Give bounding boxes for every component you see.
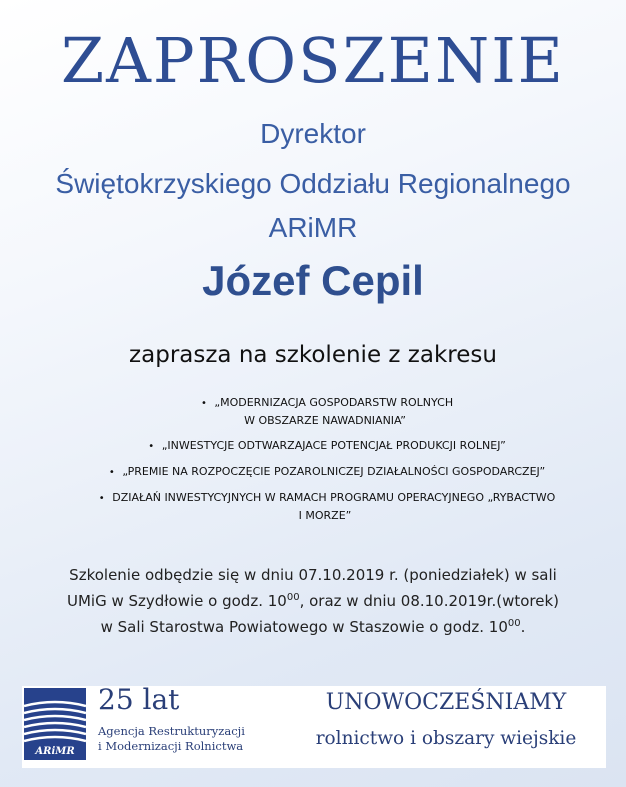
details-line-2: UMiG w Szydłowie o godz. $10^{00}$, oraz w dniu 08.10.2019r.(wtorek) [66, 592, 560, 610]
arimr-logo [24, 688, 86, 760]
details-line-3: w Sali Starostwa Powiatowego w Staszowie o godz. $10^{00}$. [100, 618, 526, 636]
bullet-icon: • [200, 398, 207, 409]
footer-banner [22, 683, 606, 768]
agency-name: Agencja Restrukturyzacji i Modernizacji Rolnictwa [98, 724, 245, 753]
anniversary-label: 25 lat [98, 683, 180, 716]
bullet-icon: • [108, 467, 115, 478]
agency-acronym: ARiMR [268, 212, 358, 243]
topic-line: I MORZE” [298, 509, 352, 522]
logo-text: ARiMR [35, 746, 75, 757]
training-topics-list [40, 394, 610, 532]
branch-name: Świętokrzyskiego Oddziału Regionalnego [55, 168, 571, 199]
details-line-1: Szkolenie odbędzie się w dniu 07.10.2019 r. (poniedziałek) w sali [69, 566, 557, 584]
topic-line: „MODERNIZACJA GOSPODARSTW ROLNYCH [214, 396, 454, 409]
director-title: Dyrektor [260, 118, 366, 149]
bullet-icon: • [148, 441, 155, 452]
invitation-title: ZAPROSZENIE [61, 24, 565, 97]
list-item [40, 489, 610, 524]
list-item [40, 394, 610, 429]
topic-line: DZIAŁAŃ INWESTYCYJNYCH W RAMACH PROGRAMU OPERACYJNEGO „RYBACTWO [112, 491, 556, 504]
topic-line: „INWESTYCJE ODTWARZAJACE POTENCJAŁ PRODUKCJI ROLNEJ” [161, 439, 506, 452]
topic-line: W OBSZARZE NAWADNIANIA” [244, 414, 406, 427]
training-details [20, 562, 606, 640]
slogan-subline: rolnictwo i obszary wiejskie [315, 728, 577, 749]
list-item [40, 463, 610, 481]
topic-line: „PREMIE NA ROZPOCZĘCIE POZAROLNICZEJ DZIAŁALNOŚCI GOSPODARCZEJ” [122, 465, 546, 478]
list-item [40, 437, 610, 455]
director-name: Józef Cepil [202, 257, 424, 304]
slogan-headline: UNOWOCZEŚNIAMY [325, 690, 567, 715]
intro-text: zaprasza na szkolenie z zakresu [129, 342, 497, 368]
bullet-icon: • [98, 493, 105, 504]
